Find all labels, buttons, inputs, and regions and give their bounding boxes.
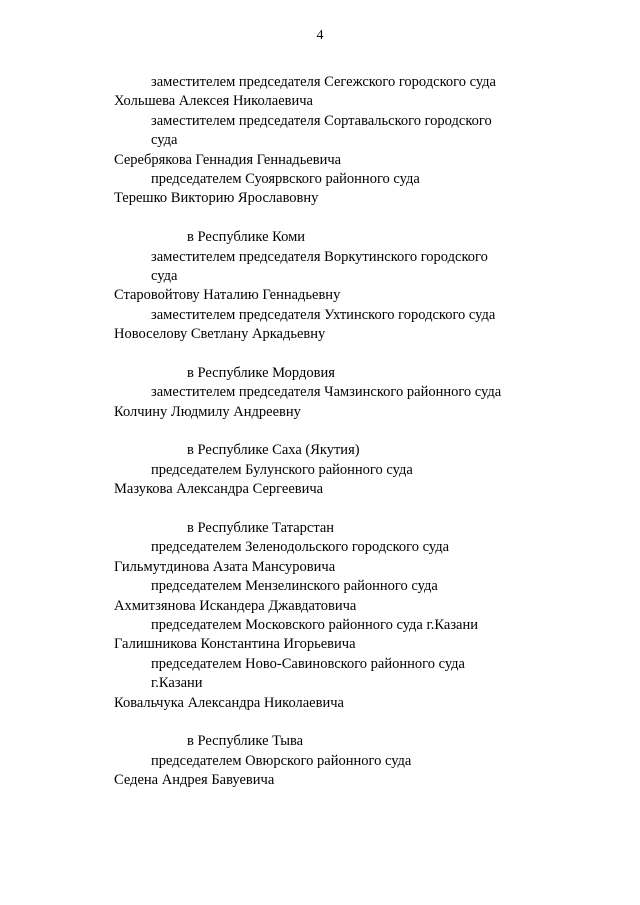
court-position: заместителем председателя Воркутинского городского: [151, 248, 488, 265]
person-name: Старовойтову Наталию Геннадьевну: [114, 287, 341, 304]
court-position: председателем Мензелинского районного суда: [151, 578, 438, 595]
person-name: Серебрякова Геннадия Геннадьевича: [114, 151, 342, 168]
appointment-list: [0, 73, 640, 790]
region-heading: в Республике Тыва: [187, 733, 304, 750]
court-position: г.Казани: [151, 675, 203, 692]
court-position: заместителем председателя Ухтинского городского суда: [151, 306, 496, 323]
person-name: Новоселову Светлану Аркадьевну: [114, 326, 326, 343]
court-position: председателем Зеленодольского городского суда: [151, 539, 450, 556]
court-position: председателем Суоярвского районного суда: [151, 170, 420, 187]
section-gap: [0, 713, 640, 732]
section-gap: [0, 344, 640, 363]
section-gap: [0, 422, 640, 441]
person-name: Ковальчука Александра Николаевича: [114, 694, 344, 711]
region-heading: в Республике Мордовия: [187, 364, 335, 381]
page-number: 4: [316, 28, 324, 43]
court-position: суда: [151, 132, 178, 149]
court-position: заместителем председателя Сегежского городского суда: [151, 74, 496, 90]
person-name: Седена Андрея Бавуевича: [114, 772, 275, 789]
person-name: Гильмутдинова Азата Мансуровича: [114, 558, 336, 575]
section-gap: [0, 500, 640, 519]
court-position: председателем Булунского районного суда: [151, 461, 413, 478]
person-name: Терешко Викторию Ярославовну: [114, 190, 319, 207]
person-name: Хольшева Алексея Николаевича: [114, 93, 313, 110]
court-position: заместителем председателя Чамзинского районного суда: [151, 384, 502, 401]
person-name: Галишникова Константина Игорьевича: [114, 636, 356, 653]
court-position: заместителем председателя Сортавальского городского: [151, 112, 492, 129]
section-gap: [0, 209, 640, 228]
court-position: председателем Московского районного суда г.Казани: [151, 616, 479, 633]
court-position: суда: [151, 267, 178, 284]
person-name: Ахмитзянова Искандера Джавдатовича: [114, 597, 357, 614]
region-heading: в Республике Коми: [187, 229, 306, 246]
court-position: председателем Овюрского районного суда: [151, 752, 412, 769]
region-heading: в Республике Татарстан: [187, 519, 335, 536]
person-name: Колчину Людмилу Андреевну: [114, 403, 301, 420]
person-name: Мазукова Александра Сергеевича: [114, 481, 324, 498]
court-position: председателем Ново-Савиновского районного суда: [151, 655, 465, 672]
region-heading: в Республике Саха (Якутия): [187, 442, 360, 459]
